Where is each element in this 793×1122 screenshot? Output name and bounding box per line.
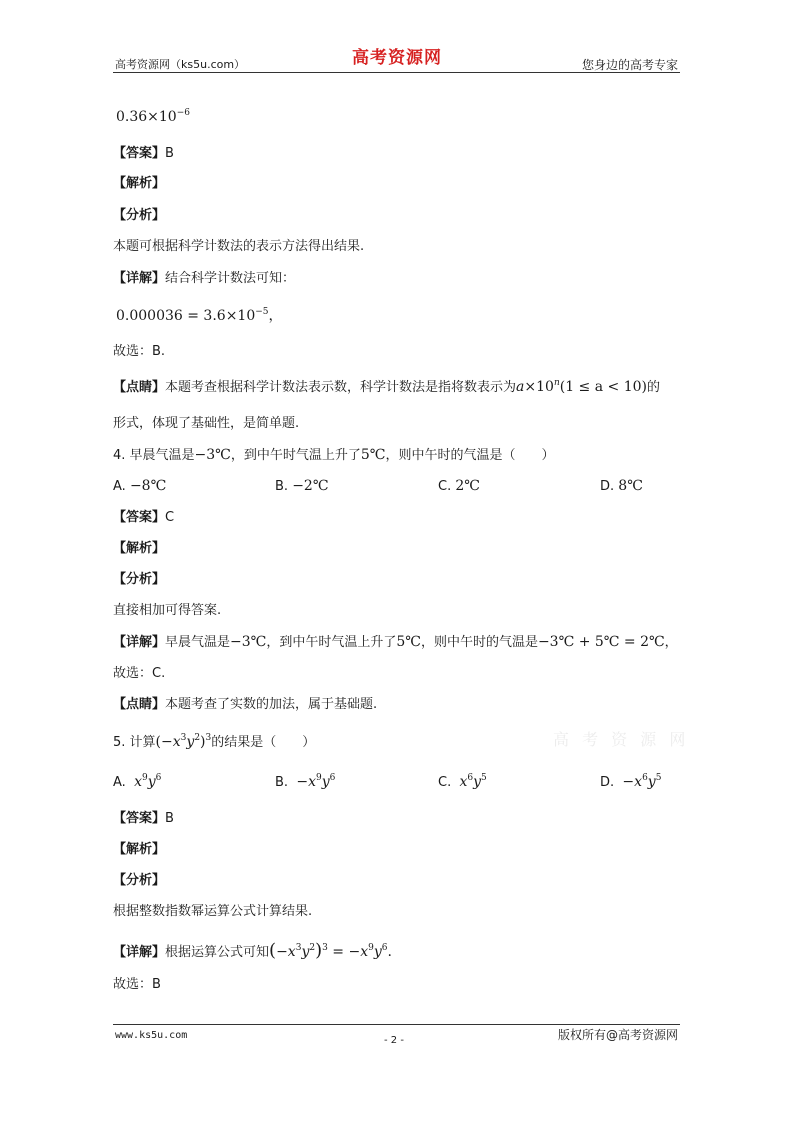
answer-tag: 【答案】	[113, 811, 166, 826]
q5-option-d: D. $-x^6y^5$	[600, 773, 662, 790]
q4-comment-line	[113, 698, 377, 711]
watermark: 高 考 资 源 网	[553, 730, 690, 749]
q4-detail-line: 【详解】早晨气温是−3℃，到中午时气温上升了5℃，则中午时的气温是−3℃ + 5℃ = 2℃，	[113, 634, 678, 650]
fenxi-tag: 【分析】	[113, 208, 166, 223]
answer-value: B	[165, 811, 174, 826]
q4-answer-line	[113, 511, 174, 524]
fenxi-text: 本题可根据科学计数法的表示方法得出结果.	[113, 239, 365, 254]
detail-tag: 【详解】	[113, 635, 166, 650]
comment-tag: 【点睛】	[113, 380, 166, 395]
header-slogan: 您身边的高考专家	[581, 58, 678, 72]
q4-option-b: B. −2℃	[275, 478, 329, 494]
q5-fenxi-text: 根据整数指数幂运算公式计算结果.	[113, 904, 313, 919]
detail-line	[113, 272, 295, 285]
comment-text-continued: 形式，体现了基础性，是简单题.	[113, 416, 300, 431]
footer-url[interactable]: www.ks5u.com	[115, 1030, 188, 1041]
answer-value: C	[165, 510, 175, 525]
q5-analysis-tag: 【解析】	[113, 842, 166, 857]
comment-text: 本题考查了实数的加法，属于基础题.	[165, 697, 378, 712]
answer-tag: 【答案】	[113, 146, 166, 161]
comment-tag: 【点睛】	[113, 697, 166, 712]
q4-option-a: A. −8℃	[113, 478, 167, 494]
q5-fenxi-tag: 【分析】	[113, 873, 166, 888]
answer-value: B	[165, 146, 174, 161]
detail-tag: 【详解】	[113, 271, 166, 286]
footer-copyright: 版权所有@高考资源网	[557, 1028, 678, 1042]
header-logo: 高考资源网	[352, 48, 442, 68]
q5-option-a: A. $x^9y^6$	[113, 773, 162, 790]
header-site-name: 高考资源网（ks5u.com）	[115, 58, 246, 71]
q4-option-c: C. 2℃	[438, 478, 480, 494]
q5-answer-line	[113, 812, 174, 825]
detail-text: 结合科学计数法可知：	[165, 271, 296, 286]
q4-fenxi-tag: 【分析】	[113, 572, 166, 587]
question-5-stem: 5. 计算$(-x^3y^2)^3$的结果是（ ）	[113, 733, 316, 750]
q5-option-c: C. $x^6y^5$	[438, 773, 487, 790]
analysis-tag: 【解析】	[113, 176, 166, 191]
comment-line: 【点睛】本题考查根据科学计数法表示数，科学计数法是指将数表示为$a\times 10^n(1 \le a < 10)$的	[113, 378, 661, 395]
answer-tag: 【答案】	[113, 510, 166, 525]
answer-line	[113, 147, 174, 160]
header-divider	[113, 72, 680, 73]
q4-option-d: D. 8℃	[600, 478, 643, 494]
footer-divider	[113, 1024, 680, 1025]
q4-analysis-tag: 【解析】	[113, 541, 166, 556]
comment-text: 本题考查根据科学计数法表示数，科学计数法是指将数表示为	[165, 380, 517, 395]
detail-tag: 【详解】	[113, 945, 166, 960]
q5-option-b: B. $-x^9y^6$	[275, 773, 336, 790]
q5-detail-line: 【详解】根据运算公式可知$(-x^3y^2)^3 = -x^9y^6$.	[113, 940, 392, 961]
q4-choose-line: 故选：C.	[113, 666, 166, 681]
q5-choose-line: 故选：B	[113, 977, 161, 992]
question-4-stem: 4. 早晨气温是−3℃，到中午时气温上升了5℃，则中午时的气温是（ ）	[113, 447, 555, 463]
page-number: - 2 -	[384, 1035, 404, 1046]
scientific-equation: $0.000036 = 3.6\times 10^{-5}$，	[116, 307, 283, 324]
option-math-line: $0.36\times 10^{-6}$	[116, 108, 190, 125]
q4-fenxi-text: 直接相加可得答案.	[113, 603, 222, 618]
choose-line: 故选：B.	[113, 344, 166, 359]
